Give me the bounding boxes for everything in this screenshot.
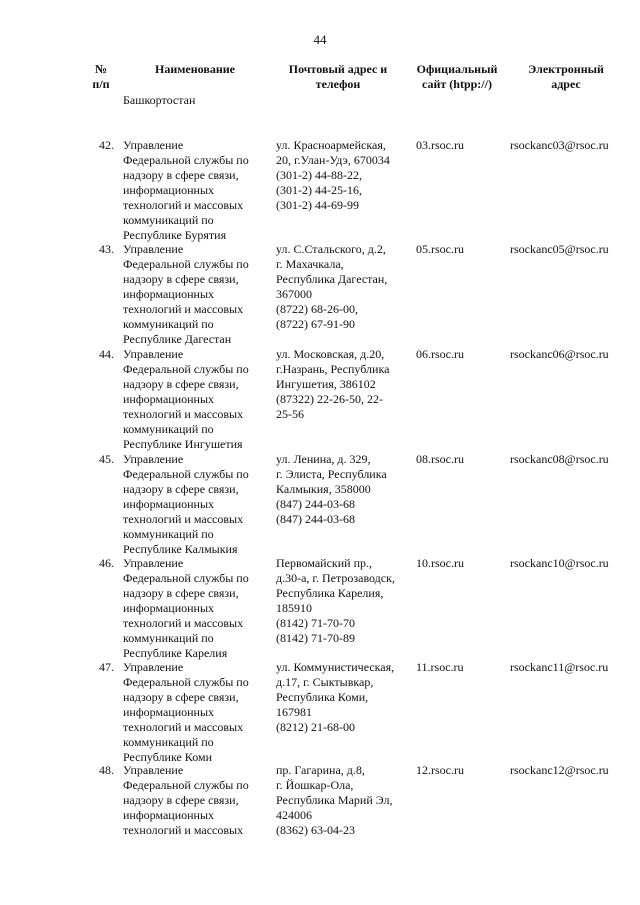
- row-email: rsockanc03@rsoc.ru: [510, 138, 609, 152]
- row-address: Первомайский пр., д.30-а, г. Петрозаводск, Республика Карелия, 185910 (8142) 71-70-70 (8142) 71-70-89: [276, 556, 395, 645]
- row-address: пр. Гагарина, д.8, г. Йошкар-Ола, Республика Марий Эл, 424006 (8362) 63-04-23: [276, 763, 393, 837]
- row-address: ул. С.Стальского, д.2, г. Махачкала, Республика Дагестан, 367000 (8722) 68-26-00, (8722) 67-91-90: [276, 242, 388, 331]
- row-site: 12.rsoc.ru: [416, 763, 464, 777]
- row-number: 47.: [99, 660, 114, 674]
- row-email: rsockanc11@rsoc.ru: [510, 660, 609, 674]
- row-number: 46.: [99, 556, 114, 570]
- header-num: № п/п: [92, 62, 110, 91]
- row-number: 44.: [99, 347, 114, 361]
- row-number: 42.: [99, 138, 114, 152]
- row-site: 03.rsoc.ru: [416, 138, 464, 152]
- page-number: 44: [313, 32, 327, 47]
- header-name: Наименование: [155, 62, 235, 76]
- row-email: rsockanc05@rsoc.ru: [510, 242, 609, 256]
- row-name: Управление Федеральной службы по надзору в сфере связи, информационных технологий и массовых коммуникаций по Республике Коми: [123, 660, 249, 764]
- row-name: Управление Федеральной службы по надзору в сфере связи, информационных технологий и массовых коммуникаций по Республике Бурятия: [123, 138, 249, 242]
- row-number: 45.: [99, 452, 114, 466]
- row-email: rsockanc08@rsoc.ru: [510, 452, 609, 466]
- row-site: 05.rsoc.ru: [416, 242, 464, 256]
- row-number: 43.: [99, 242, 114, 256]
- row-site: 06.rsoc.ru: [416, 347, 464, 361]
- row-number: 48.: [99, 763, 114, 777]
- row-name: Управление Федеральной службы по надзору в сфере связи, информационных технологий и массовых коммуникаций по Республике Калмыкия: [123, 452, 249, 556]
- row-name: Управление Федеральной службы по надзору в сфере связи, информационных технологий и массовых коммуникаций по Республике Карелия: [123, 556, 249, 660]
- row-name: Управление Федеральной службы по надзору в сфере связи, информационных технологий и массовых коммуникаций по Республике Ингушетия: [123, 347, 249, 451]
- continuation-text: Башкортостан: [123, 93, 196, 107]
- row-address: ул. Московская, д.20, г.Назрань, Республика Ингушетия, 386102 (87322) 22-26-50, 22- 25-56: [276, 347, 390, 421]
- row-name: Управление Федеральной службы по надзору в сфере связи, информационных технологий и массовых коммуникаций по Республике Дагестан: [123, 242, 249, 346]
- row-site: 08.rsoc.ru: [416, 452, 464, 466]
- row-email: rsockanc10@rsoc.ru: [510, 556, 609, 570]
- header-email: Электронный адрес: [528, 62, 604, 91]
- row-address: ул. Красноармейская, 20, г.Улан-Удэ, 670034 (301-2) 44-88-22, (301-2) 44-25-16, (301-2) 44-69-99: [276, 138, 390, 212]
- row-address: ул. Ленина, д. 329, г. Элиста, Республика Калмыкия, 358000 (847) 244-03-68 (847) 244-03-68: [276, 452, 387, 526]
- row-site: 11.rsoc.ru: [416, 660, 464, 674]
- row-name: Управление Федеральной службы по надзору в сфере связи, информационных технологий и массовых: [123, 763, 249, 837]
- header-address: Почтовый адрес и телефон: [288, 62, 388, 91]
- row-address: ул. Коммунистическая, д.17, г. Сыктывкар, Республика Коми, 167981 (8212) 21-68-00: [276, 660, 395, 734]
- row-site: 10.rsoc.ru: [416, 556, 464, 570]
- header-site: Официальный сайт (htpp://): [416, 62, 498, 91]
- row-email: rsockanc06@rsoc.ru: [510, 347, 609, 361]
- row-email: rsockanc12@rsoc.ru: [510, 763, 609, 777]
